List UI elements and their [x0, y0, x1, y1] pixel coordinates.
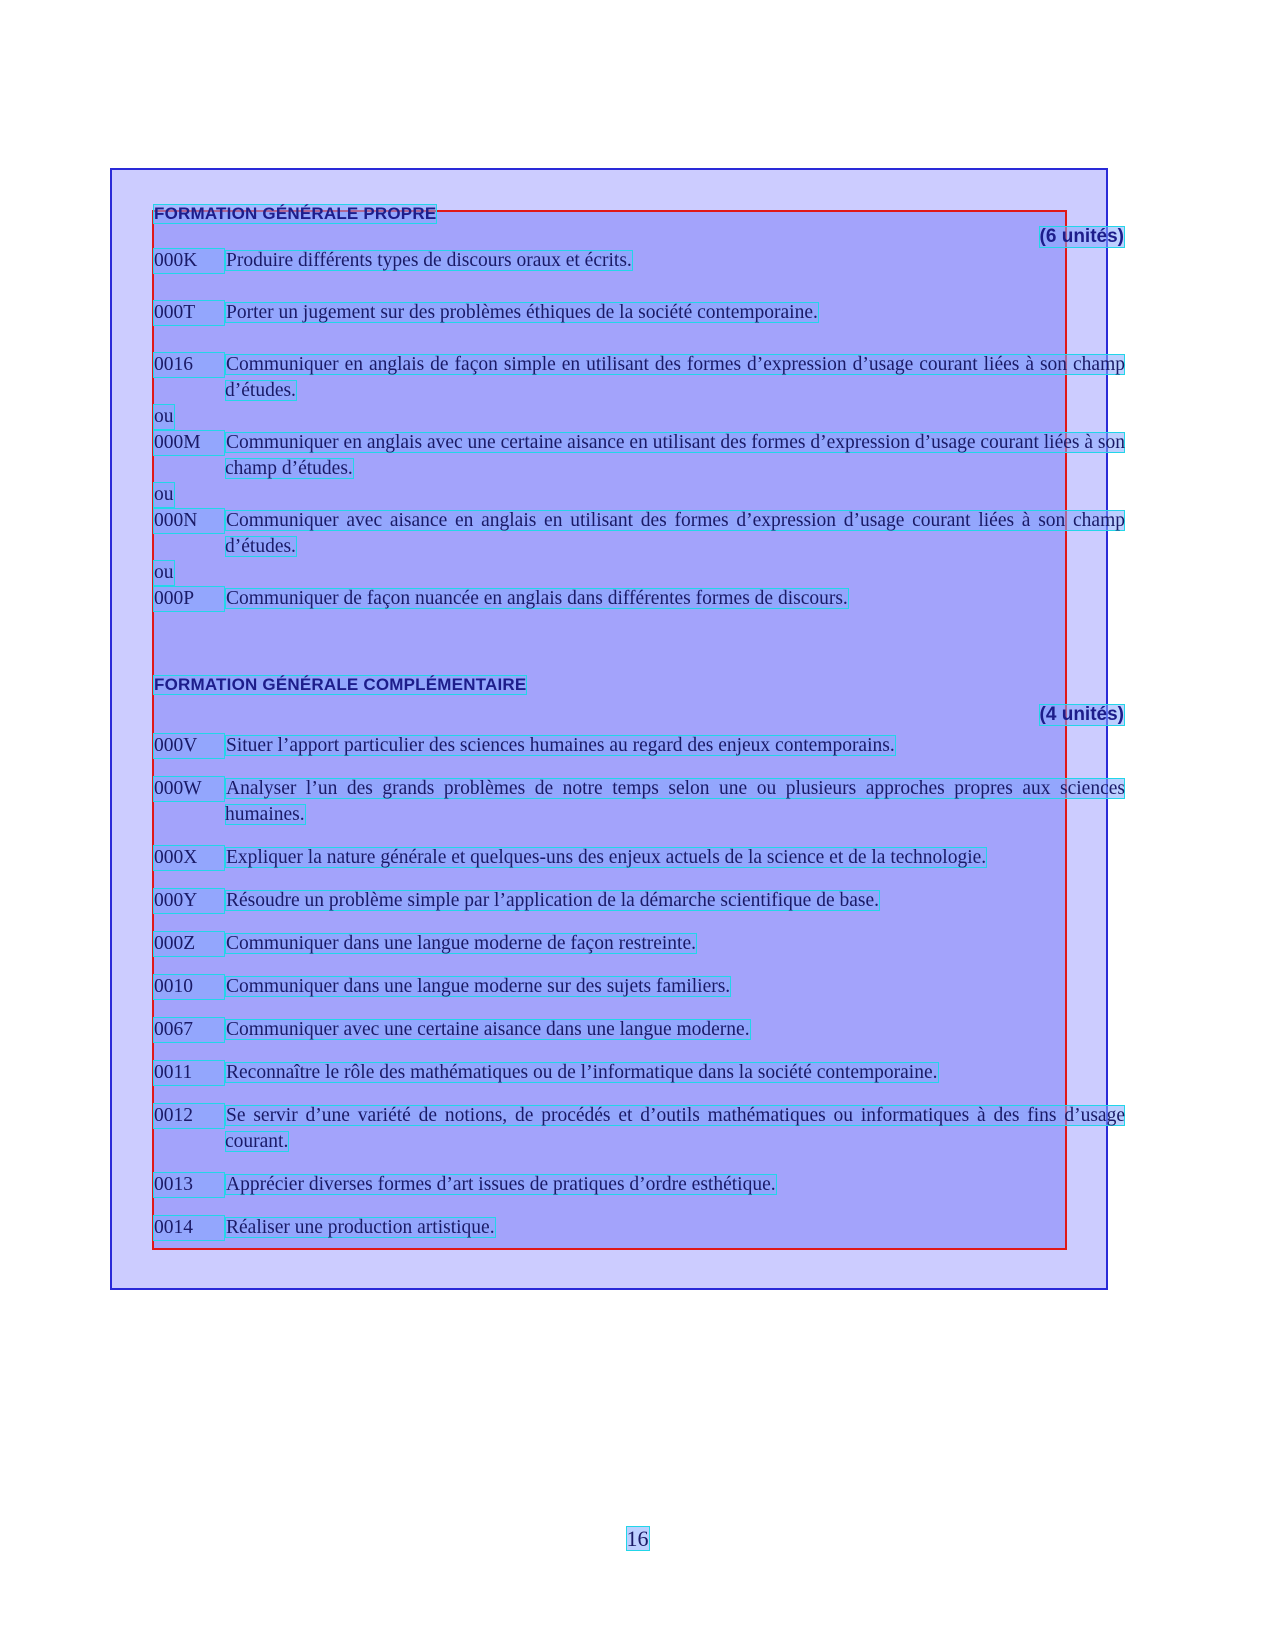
competency-text: Communiquer avec aisance en anglais en utilisant des formes d’expression d’usage courant liées à son champ d’études.: [225, 510, 1125, 557]
competency-text: Produire différents types de discours oraux et écrits.: [226, 250, 632, 271]
or-separator: ou: [153, 404, 175, 430]
competency-text: Réaliser une production artistique.: [226, 1217, 495, 1238]
competency-code: 000W: [153, 776, 225, 802]
section-units-propre: (6 unités): [1039, 226, 1124, 247]
competency-code: 0011: [153, 1060, 225, 1086]
competency-text: Situer l’apport particulier des sciences humaines au regard des enjeux contemporains.: [226, 735, 895, 756]
competency-code: 000Y: [153, 888, 225, 914]
competency-code: 0012: [153, 1103, 225, 1129]
competency-text: Communiquer dans une langue moderne sur des sujets familiers.: [226, 976, 731, 997]
competency-code: 000X: [153, 845, 225, 871]
competency-text: Reconnaître le rôle des mathématiques ou de l’informatique dans la société contemporaine.: [226, 1062, 938, 1083]
competency-text: Communiquer en anglais de façon simple en utilisant des formes d’expression d’usage courant liées à son champ d’études.: [225, 354, 1125, 401]
competency-text: Porter un jugement sur des problèmes éthiques de la société contemporaine.: [226, 302, 818, 323]
competency-code: 0016: [153, 352, 225, 378]
competency-code: 0014: [153, 1215, 225, 1241]
competency-code: 000N: [153, 508, 225, 534]
competency-code: 0010: [153, 974, 225, 1000]
competency-text: Communiquer de façon nuancée en anglais dans différentes formes de discours.: [226, 588, 848, 609]
competency-text: Communiquer en anglais avec une certaine aisance en utilisant des formes d’expression d’usage courant liées à son champ d’études.: [225, 432, 1125, 479]
competency-code: 000M: [153, 430, 225, 456]
section-title-propre: FORMATION GÉNÉRALE PROPRE: [154, 204, 437, 223]
competency-text: Se servir d’une variété de notions, de procédés et d’outils mathématiques ou informatiques à des fins d’usage courant.: [225, 1105, 1125, 1152]
competency-code: 000T: [153, 300, 225, 326]
competency-code: 000K: [153, 248, 225, 274]
section-title-complementaire: FORMATION GÉNÉRALE COMPLÉMENTAIRE: [154, 675, 527, 694]
competency-text: Apprécier diverses formes d’art issues de pratiques d’ordre esthétique.: [226, 1174, 776, 1195]
competency-text: Communiquer dans une langue moderne de façon restreinte.: [226, 933, 697, 954]
competency-code: 0013: [153, 1172, 225, 1198]
section-units-complementaire: (4 unités): [1039, 704, 1124, 725]
competency-text: Communiquer avec une certaine aisance dans une langue moderne.: [226, 1019, 750, 1040]
competency-code: 0067: [153, 1017, 225, 1043]
competency-text: Résoudre un problème simple par l’application de la démarche scientifique de base.: [226, 890, 880, 911]
competency-code: 000V: [153, 733, 225, 759]
or-separator: ou: [153, 482, 175, 508]
competency-code: 000P: [153, 586, 225, 612]
competency-text: Expliquer la nature générale et quelques-uns des enjeux actuels de la science et de la technologie.: [226, 847, 987, 868]
page-number: 16: [626, 1526, 649, 1551]
or-separator: ou: [153, 560, 175, 586]
competency-code: 000Z: [153, 931, 225, 957]
competency-text: Analyser l’un des grands problèmes de notre temps selon une ou plusieurs approches propres aux sciences humaines.: [225, 778, 1125, 825]
